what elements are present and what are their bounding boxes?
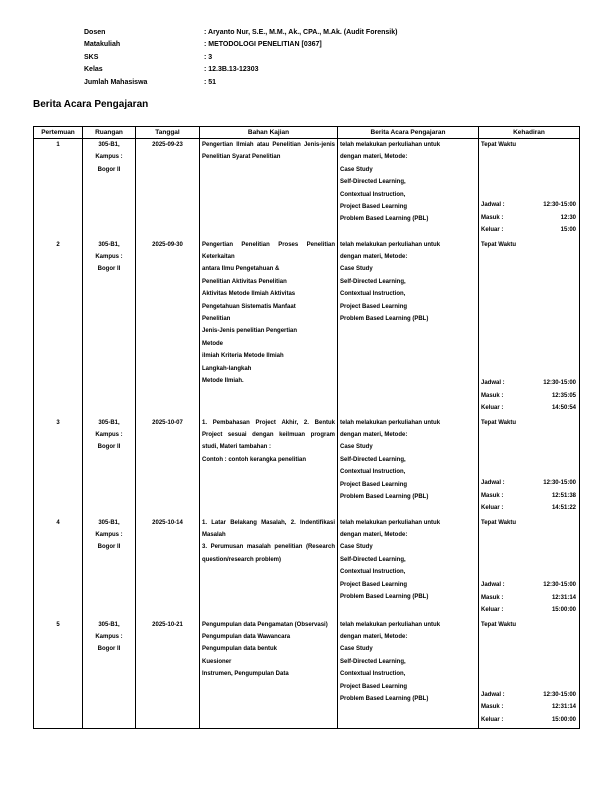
header-bahan-kajian: Bahan Kajian — [200, 127, 338, 139]
cell-pertemuan: 4 — [34, 517, 83, 619]
cell-kehadiran — [479, 619, 580, 729]
report-line: Case Study — [340, 646, 373, 653]
schedule-value: 12:30-15:00 — [543, 380, 576, 387]
info-value: : 3 — [204, 53, 213, 61]
check-out-row — [481, 604, 576, 616]
info-row — [84, 39, 397, 51]
table-row — [34, 619, 580, 729]
cell-tanggal: 2025-09-23 — [136, 139, 200, 239]
cell-bahan-kajian — [200, 517, 338, 619]
info-row — [84, 27, 397, 39]
check-in-value: 12:31:14 — [551, 594, 576, 601]
schedule-row — [481, 377, 576, 389]
cell-berita-acara — [338, 517, 479, 619]
cell-tanggal: 2025-10-21 — [136, 619, 200, 729]
report-line: Case Study — [340, 444, 373, 451]
report-line: Case Study — [340, 266, 373, 273]
room-line: Kampus : — [95, 633, 123, 640]
table-row — [34, 517, 580, 619]
schedule-row — [481, 689, 576, 701]
room-line: 305-B1, — [98, 419, 120, 426]
check-out-label: Keluar : — [481, 505, 504, 512]
table-row — [34, 139, 580, 239]
schedule-value: 12:30-15:00 — [543, 480, 576, 487]
cell-kehadiran — [479, 139, 580, 239]
topic-line: Pengumpulan data Wawancara — [202, 633, 291, 640]
attendance-times — [481, 579, 576, 616]
topic-line: Pengumpulan data Pengamatan (Observasi) — [202, 621, 328, 628]
check-out-row — [481, 224, 576, 236]
room-line: Kampus : — [95, 253, 123, 260]
check-in-label: Masuk : — [481, 214, 504, 221]
course-info — [84, 27, 397, 89]
check-in-label: Masuk : — [481, 492, 504, 499]
header-tanggal: Tanggal — [136, 127, 200, 139]
topic-line: Aktivitas Metode Ilmiah Aktivitas — [202, 291, 296, 298]
topic-line: Kuesioner — [202, 658, 232, 665]
report-line: dengan materi, Metode: — [340, 633, 408, 640]
room-line: Kampus : — [95, 154, 123, 161]
check-out-label: Keluar : — [481, 607, 504, 614]
cell-ruangan — [83, 517, 136, 619]
check-out-label: Keluar : — [481, 716, 504, 723]
check-in-label: Masuk : — [481, 594, 504, 601]
report-line: dengan materi, Metode: — [340, 154, 408, 161]
report-line: Problem Based Learning (PBL) — [340, 315, 429, 322]
attendance-status: Tepat Waktu — [481, 142, 517, 148]
room-line: Bogor II — [97, 646, 121, 653]
topic-line: Jenis-Jenis penelitian Pengertian — [202, 328, 298, 335]
schedule-value: 12:30-15:00 — [543, 582, 576, 589]
cell-kehadiran — [479, 239, 580, 417]
check-in-row — [481, 701, 576, 713]
check-out-value: 14:51:22 — [551, 505, 576, 512]
info-row — [84, 52, 397, 64]
attendance-times — [481, 689, 576, 726]
check-in-label: Masuk : — [481, 392, 504, 399]
check-out-label: Keluar : — [481, 227, 504, 234]
report-line: dengan materi, Metode: — [340, 531, 408, 538]
check-in-row — [481, 592, 576, 604]
topic-line: Pengetahuan Sistematis Manfaat — [202, 303, 296, 310]
check-in-row — [481, 390, 576, 402]
check-out-value: 15:00:00 — [551, 607, 576, 614]
cell-tanggal: 2025-09-30 — [136, 239, 200, 417]
room-line: 305-B1, — [98, 621, 120, 628]
cell-pertemuan: 5 — [34, 619, 83, 729]
attendance-times — [481, 477, 576, 514]
cell-ruangan — [83, 139, 136, 239]
cell-ruangan — [83, 417, 136, 517]
report-line: Project Based Learning — [340, 481, 408, 488]
report-line: telah melakukan perkuliahan untuk — [340, 241, 441, 248]
cell-berita-acara — [338, 619, 479, 729]
info-label: Kelas — [84, 66, 103, 74]
topic-line: 1. Latar Belakang Masalah, 2. Indentifikasi Masalah — [202, 519, 335, 538]
schedule-value: 12:30-15:00 — [543, 691, 576, 698]
cell-berita-acara — [338, 417, 479, 517]
schedule-label: Jadwal : — [481, 480, 505, 487]
check-in-value: 12:51:38 — [551, 492, 576, 499]
cell-tanggal: 2025-10-07 — [136, 417, 200, 517]
cell-ruangan — [83, 619, 136, 729]
cell-bahan-kajian — [200, 619, 338, 729]
report-line: Self-Directed Learning, — [340, 658, 406, 665]
topic-line: Pengumpulan data bentuk — [202, 646, 278, 653]
topic-line: 1. Pembahasan Project Akhir, 2. Bentuk Project sesuai dengan keilmuan program studi, Materi tambahan : — [202, 419, 335, 451]
topic-line: 3. Perumusan masalah penelitian (Research question/research problem) — [202, 544, 335, 563]
attendance-status: Tepat Waktu — [481, 241, 517, 248]
attendance-status: Tepat Waktu — [481, 419, 517, 426]
report-line: Problem Based Learning (PBL) — [340, 593, 429, 600]
check-out-row — [481, 714, 576, 726]
check-out-value: 15:00 — [560, 227, 576, 234]
report-line: telah melakukan perkuliahan untuk — [340, 621, 441, 628]
cell-kehadiran — [479, 417, 580, 517]
report-line: Contextual Instruction, — [340, 291, 406, 298]
topic-line: Metode — [202, 340, 223, 347]
report-line: telah melakukan perkuliahan untuk — [340, 519, 441, 526]
cell-berita-acara — [338, 139, 479, 239]
topic-line: Instrumen, Pengumpulan Data — [202, 671, 289, 678]
report-line: Problem Based Learning (PBL) — [340, 695, 429, 702]
room-line: Kampus : — [95, 431, 123, 438]
schedule-row — [481, 579, 576, 591]
room-line: 305-B1, — [98, 519, 120, 526]
header-berita-acara: Berita Acara Pengajaran — [338, 127, 479, 139]
room-line: Bogor II — [97, 544, 121, 551]
report-line: Case Study — [340, 166, 373, 173]
topic-line: Contoh : contoh kerangka penelitian — [202, 456, 307, 463]
topic-line: Pengertian Ilmiah atau Penelitian Jenis-jenis Penelitian Syarat Penelitian — [202, 142, 335, 161]
check-in-row — [481, 490, 576, 502]
check-in-value: 12:31:14 — [551, 704, 576, 711]
report-line: Contextual Instruction, — [340, 191, 406, 198]
table-row — [34, 239, 580, 417]
topic-line: Penelitian — [202, 315, 231, 322]
attendance-times — [481, 199, 576, 236]
check-in-row — [481, 212, 576, 224]
check-in-label: Masuk : — [481, 704, 504, 711]
room-line: Kampus : — [95, 531, 123, 538]
topic-line: Pengertian Penelitian Proses Penelitian Keterkaitan — [202, 241, 335, 260]
report-line: dengan materi, Metode: — [340, 253, 408, 260]
cell-bahan-kajian — [200, 139, 338, 239]
schedule-label: Jadwal : — [481, 202, 505, 209]
cell-tanggal: 2025-10-14 — [136, 517, 200, 619]
report-line: Contextual Instruction, — [340, 569, 406, 576]
check-in-value: 12:35:05 — [551, 392, 576, 399]
info-label: SKS — [84, 53, 99, 61]
info-value: : METODOLOGI PENELITIAN [0367] — [204, 41, 322, 49]
attendance-times — [481, 377, 576, 414]
cell-ruangan — [83, 239, 136, 417]
topic-line: Metode Ilmiah. — [202, 377, 244, 384]
room-line: 305-B1, — [98, 241, 120, 248]
info-value: : 51 — [204, 78, 217, 86]
attendance-status: Tepat Waktu — [481, 519, 517, 526]
cell-pertemuan: 2 — [34, 239, 83, 417]
table-header-row — [34, 127, 580, 139]
cell-kehadiran — [479, 517, 580, 619]
check-out-value: 14:50:54 — [551, 405, 576, 412]
info-value: : Aryanto Nur, S.E., M.M., Ak., CPA., M.Ak. (Audit Forensik) — [204, 29, 398, 36]
report-line: Case Study — [340, 544, 373, 551]
check-out-label: Keluar : — [481, 405, 504, 412]
topic-line: Penelitian Aktivitas Penelitian — [202, 278, 287, 285]
report-line: Contextual Instruction, — [340, 671, 406, 678]
info-row — [84, 77, 397, 89]
schedule-label: Jadwal : — [481, 582, 505, 589]
cell-bahan-kajian — [200, 417, 338, 517]
topic-line: ilmiah Kriteria Metode Ilmiah — [202, 353, 284, 360]
report-line: Project Based Learning — [340, 303, 408, 310]
teaching-record-table — [33, 126, 580, 729]
schedule-row — [481, 477, 576, 489]
report-line: Project Based Learning — [340, 581, 408, 588]
report-line: telah melakukan perkuliahan untuk — [340, 142, 441, 148]
check-out-row — [481, 402, 576, 414]
report-line: Self-Directed Learning, — [340, 556, 406, 563]
room-line: Bogor II — [97, 444, 121, 451]
info-label: Dosen — [84, 29, 106, 36]
topic-line: Langkah-langkah — [202, 365, 252, 372]
cell-bahan-kajian — [200, 239, 338, 417]
table-row — [34, 417, 580, 517]
header-ruangan: Ruangan — [83, 127, 136, 139]
report-line: Problem Based Learning (PBL) — [340, 493, 429, 500]
room-line: Bogor II — [97, 266, 121, 273]
check-out-row — [481, 502, 576, 514]
schedule-label: Jadwal : — [481, 380, 505, 387]
report-line: Self-Directed Learning, — [340, 278, 406, 285]
room-line: 305-B1, — [98, 142, 120, 148]
cell-berita-acara — [338, 239, 479, 417]
room-line: Bogor II — [97, 166, 121, 173]
report-line: Contextual Instruction, — [340, 469, 406, 476]
cell-pertemuan: 1 — [34, 139, 83, 239]
cell-pertemuan: 3 — [34, 417, 83, 517]
section-title: Berita Acara Pengajaran — [33, 99, 149, 110]
report-line: Self-Directed Learning, — [340, 179, 406, 186]
report-line: Project Based Learning — [340, 683, 408, 690]
report-line: Self-Directed Learning, — [340, 456, 406, 463]
check-out-value: 15:00:00 — [551, 716, 576, 723]
report-line: Problem Based Learning (PBL) — [340, 216, 429, 223]
schedule-value: 12:30-15:00 — [543, 202, 576, 209]
info-row — [84, 64, 397, 76]
check-in-value: 12:30 — [560, 214, 576, 221]
header-pertemuan: Pertemuan — [34, 127, 83, 139]
info-value: : 12.3B.13-12303 — [204, 66, 259, 74]
topic-line: antara Ilmu Pengetahuan & — [202, 266, 280, 273]
info-label: Jumlah Mahasiswa — [84, 78, 148, 86]
attendance-status: Tepat Waktu — [481, 621, 517, 628]
report-line: telah melakukan perkuliahan untuk — [340, 419, 441, 426]
schedule-label: Jadwal : — [481, 691, 505, 698]
header-kehadiran: Kehadiran — [479, 127, 580, 139]
report-line: dengan materi, Metode: — [340, 431, 408, 438]
report-line: Project Based Learning — [340, 204, 408, 211]
info-label: Matakuliah — [84, 41, 121, 49]
schedule-row — [481, 199, 576, 211]
